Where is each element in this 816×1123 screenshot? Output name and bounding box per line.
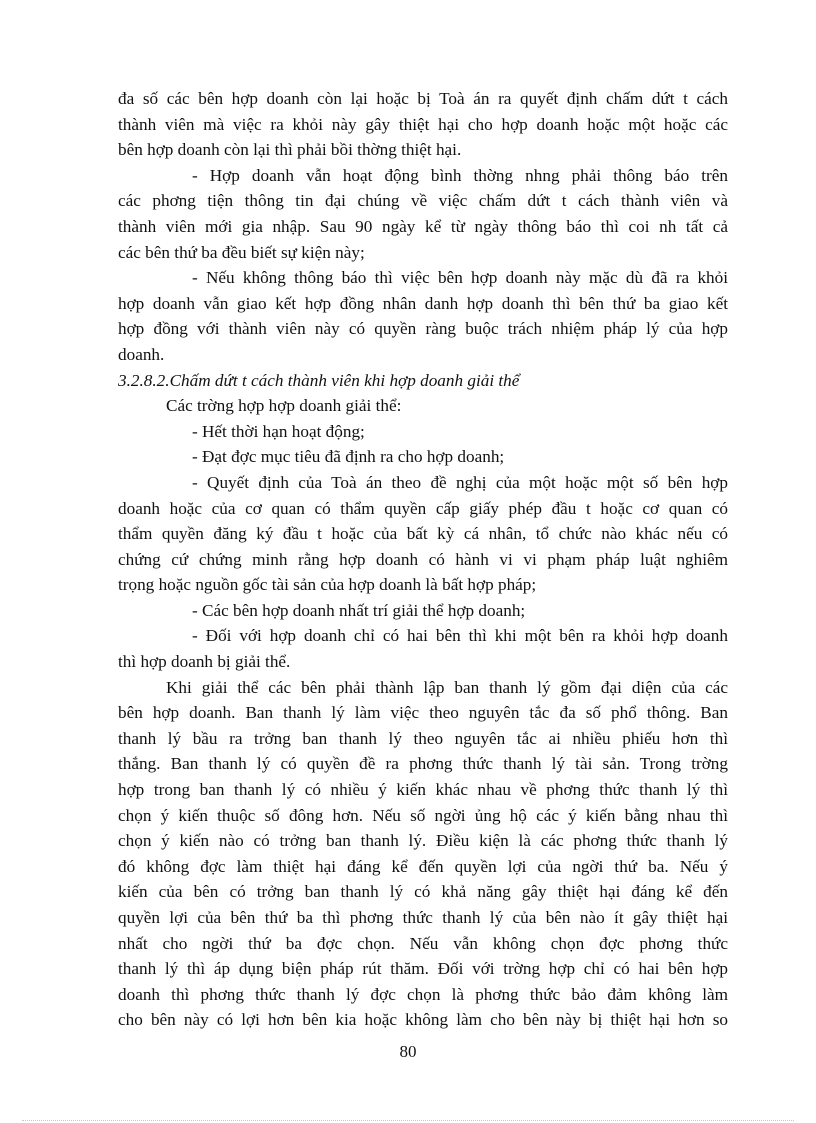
text-line: thanh lý bầu ra trởng ban thanh lý theo nguyên tắc ai nhiều phiếu hơn thì	[118, 728, 728, 748]
page-number: 80	[399, 1042, 417, 1061]
text-line: chọn ý kiến nào có trởng ban thanh lý. Điều kiện là các phơng thức thanh lý	[118, 831, 728, 851]
text-line: - Các bên hợp doanh nhất trí giải thể hợp doanh;	[192, 600, 526, 620]
text-line: doanh.	[118, 344, 165, 364]
text-line: bên hợp doanh. Ban thanh lý làm việc theo nguyên tắc đa số phổ thông. Ban	[118, 703, 728, 723]
text-line: cho bên này có lợi hơn bên kia hoặc không làm cho bên này bị thiệt hại hơn so	[118, 1010, 728, 1030]
text-line: thẩm quyền đăng ký đầu t hoặc của bất kỳ cá nhân, tổ chức nào khác nếu có	[118, 524, 728, 544]
text-line: doanh hoặc của cơ quan có thẩm quyền cấp giấy phép đầu t hoặc cơ quan có	[118, 498, 728, 518]
text-line: thanh lý thì áp dụng biện pháp rút thăm. Đối với trờng hợp chỉ có hai bên hợp	[118, 959, 728, 979]
text-line: nhất cho ngời thứ ba đợc chọn. Nếu vẫn không chọn đợc phơng thức	[118, 933, 728, 953]
text-line: chứng cứ chứng minh rằng hợp doanh có hành vi vi phạm pháp luật nghiêm	[118, 549, 728, 569]
text-line: - Hết thời hạn hoạt động;	[192, 421, 365, 441]
text-line: bên hợp doanh còn lại thì phải bồi thờng thiệt hại.	[118, 140, 462, 160]
text-line: hợp doanh vẫn giao kết hợp đồng nhân danh hợp doanh thì bên thứ ba giao kết	[118, 293, 728, 313]
text-line: - Quyết định của Toà án theo đề nghị của một hoặc một số bên hợp	[192, 472, 728, 492]
text-line: hợp trong ban thanh lý có nhiều ý kiến khác nhau về phơng thức thanh lý thì	[118, 780, 728, 800]
text-line: kiến của bên có trởng ban thanh lý có khả năng gây thiệt hại đáng kể đến	[118, 882, 728, 902]
text-line: trọng hoặc nguồn gốc tài sản của hợp doanh là bất hợp pháp;	[118, 575, 537, 595]
text-line: - Đối với hợp doanh chỉ có hai bên thì khi một bên ra khỏi hợp doanh	[192, 626, 728, 646]
text-line: đa số các bên hợp doanh còn lại hoặc bị Toà án ra quyết định chấm dứt t cách	[118, 89, 728, 108]
text-line: các bên thứ ba đều biết sự kiện này;	[118, 242, 365, 262]
body-text	[118, 86, 728, 1033]
text-line: - Nếu không thông báo thì việc bên hợp doanh này mặc dù đã ra khỏi	[192, 268, 728, 288]
text-line: quyền lợi của bên thứ ba thì phơng thức thanh lý của bên nào ít gây thiệt hại	[118, 908, 728, 927]
section-heading: 3.2.8.2.Chấm dứt t cách thành viên khi hợp doanh giải thể	[118, 370, 520, 390]
text-line: Các trờng hợp hợp doanh giải thể:	[166, 396, 402, 416]
text-line: thắng. Ban thanh lý có quyền đề ra phơng thức thanh lý tài sản. Trong trờng	[118, 754, 728, 774]
text-line: doanh thì phơng thức thanh lý đợc chọn là phơng thức bảo đảm không làm	[118, 984, 728, 1004]
text-line: hợp đồng với thành viên này có quyền ràng buộc trách nhiệm pháp lý của hợp	[118, 319, 728, 339]
text-line: thì hợp doanh bị giải thể.	[118, 652, 291, 672]
text-line: Khi giải thể các bên phải thành lập ban thanh lý gồm đại diện của các	[166, 677, 728, 697]
text-line: - Đạt đợc mục tiêu đã định ra cho hợp doanh;	[192, 447, 505, 467]
page-edge-divider	[22, 1120, 794, 1121]
text-line: - Hợp doanh vẫn hoạt động bình thờng nhng phải thông báo trên	[192, 165, 728, 185]
text-line: đó không đợc làm thiệt hại đáng kể đến quyền lợi của ngời thứ ba. Nếu ý	[118, 856, 728, 876]
text-line: chọn ý kiến thuộc số đông hơn. Nếu số ngời ủng hộ các ý kiến bằng nhau thì	[118, 805, 728, 825]
text-line: thành viên mới gia nhập. Sau 90 ngày kể từ ngày thông báo thì coi nh tất cả	[118, 216, 728, 236]
text-line: thành viên mà việc ra khỏi này gây thiệt hại cho hợp doanh hoặc một hoặc các	[118, 114, 728, 134]
text-line: các phơng tiện thông tin đại chúng về việc chấm dứt t cách thành viên và	[118, 191, 728, 211]
